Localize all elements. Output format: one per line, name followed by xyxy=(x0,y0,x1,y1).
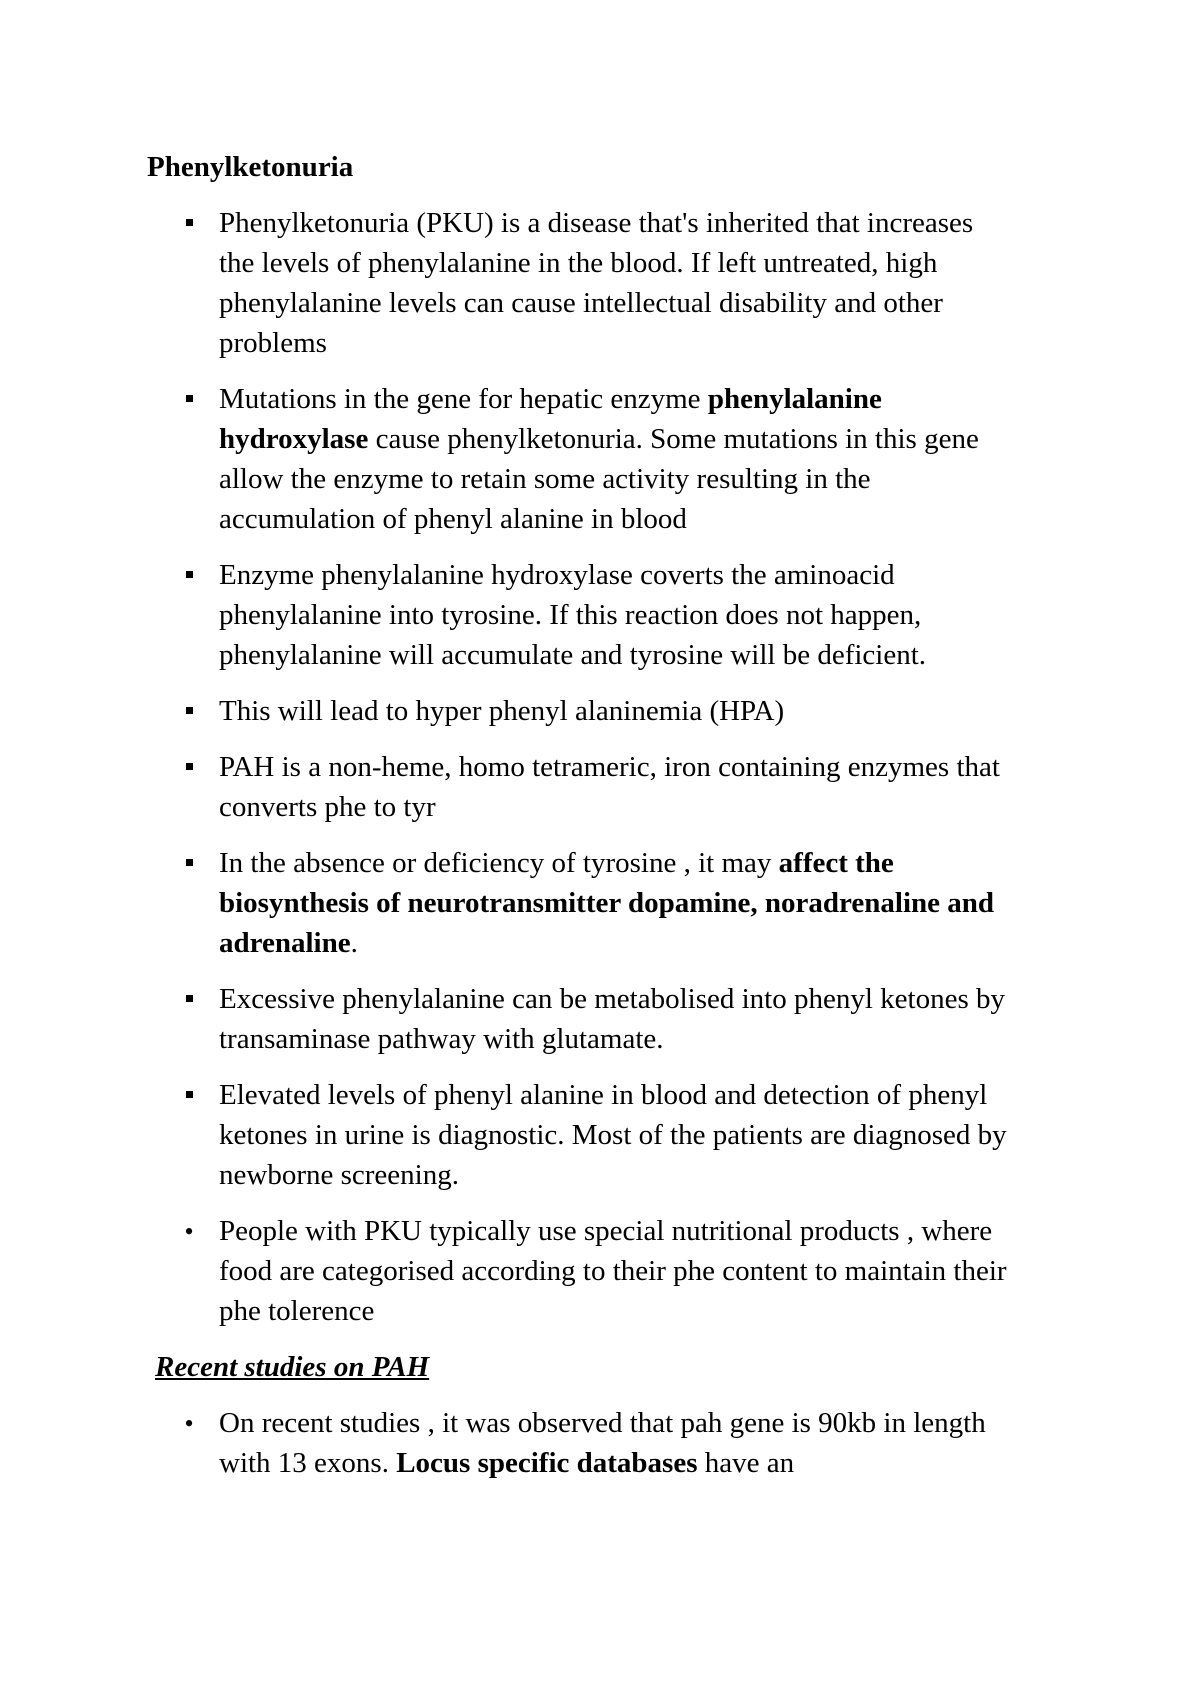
section-heading: Recent studies on PAH xyxy=(155,1351,430,1383)
list-item xyxy=(147,843,1011,963)
bullet-list xyxy=(147,203,1067,1331)
list-item-text: . xyxy=(350,927,358,959)
list-item xyxy=(147,1211,1011,1331)
square-bullet-icon xyxy=(179,555,199,595)
bold-term: affect the biosynthesis of neurotransmitter dopamine, noradrenaline and adrenaline xyxy=(219,847,995,959)
round-bullet-icon xyxy=(179,1403,199,1444)
bold-term: Locus specific databases xyxy=(396,1447,698,1479)
document-body xyxy=(147,147,1067,1499)
square-bullet-icon xyxy=(179,1075,199,1115)
list-item xyxy=(147,379,1011,539)
list-item xyxy=(147,555,1011,675)
square-bullet-icon xyxy=(179,379,199,419)
square-bullet-icon xyxy=(179,979,199,1019)
list-item-text: Phenylketonuria (PKU) is a disease that's inherited that increases the levels of phenylalanine in the blood. If left untreated, high phenylalanine levels can cause intellectual disability and other problems xyxy=(219,207,974,359)
square-bullet-icon xyxy=(179,843,199,883)
list-item-text: PAH is a non-heme, homo tetrameric, iron containing enzymes that converts phe to tyr xyxy=(219,751,1000,823)
bold-term: phenylalanine hydroxylase xyxy=(219,383,882,455)
list-item xyxy=(147,1075,1011,1195)
list-item-text: This will lead to hyper phenyl alaninemia (HPA) xyxy=(219,695,785,727)
square-bullet-icon xyxy=(179,691,199,731)
list-item xyxy=(147,747,1011,827)
square-bullet-icon xyxy=(179,203,199,243)
round-bullet-icon xyxy=(179,1211,199,1252)
section-bullet-list xyxy=(147,1403,1067,1483)
list-item-text: Mutations in the gene for hepatic enzyme xyxy=(219,383,708,415)
list-item-text: Excessive phenylalanine can be metabolised into phenyl ketones by transaminase pathway with glutamate. xyxy=(219,983,1005,1055)
list-item xyxy=(147,203,1011,363)
list-item-text: have an xyxy=(697,1447,795,1479)
list-item-text: People with PKU typically use special nutritional products , where food are categorised according to their phe content to maintain their phe tolerence xyxy=(219,1215,1007,1327)
list-item-text: Elevated levels of phenyl alanine in blood and detection of phenyl ketones in urine is diagnostic. Most of the patients are diagnosed by newborne screening. xyxy=(219,1079,1007,1191)
list-item-text: Enzyme phenylalanine hydroxylase coverts the aminoacid phenylalanine into tyrosine. If this reaction does not happen, phenylalanine will accumulate and tyrosine will be deficient. xyxy=(219,559,927,671)
list-item-text: In the absence or deficiency of tyrosine , it may xyxy=(219,847,779,879)
list-item xyxy=(147,691,1011,731)
square-bullet-icon xyxy=(179,747,199,787)
list-item xyxy=(147,979,1011,1059)
list-item-text: cause phenylketonuria. Some mutations in this gene allow the enzyme to retain some activity resulting in the accumulation of phenyl alanine in blood xyxy=(219,423,979,535)
document-title: Phenylketonuria xyxy=(147,151,354,183)
list-item xyxy=(147,1403,1011,1483)
list-item-text: On recent studies , it was observed that pah gene is 90kb in length with 13 exons. xyxy=(219,1407,986,1479)
